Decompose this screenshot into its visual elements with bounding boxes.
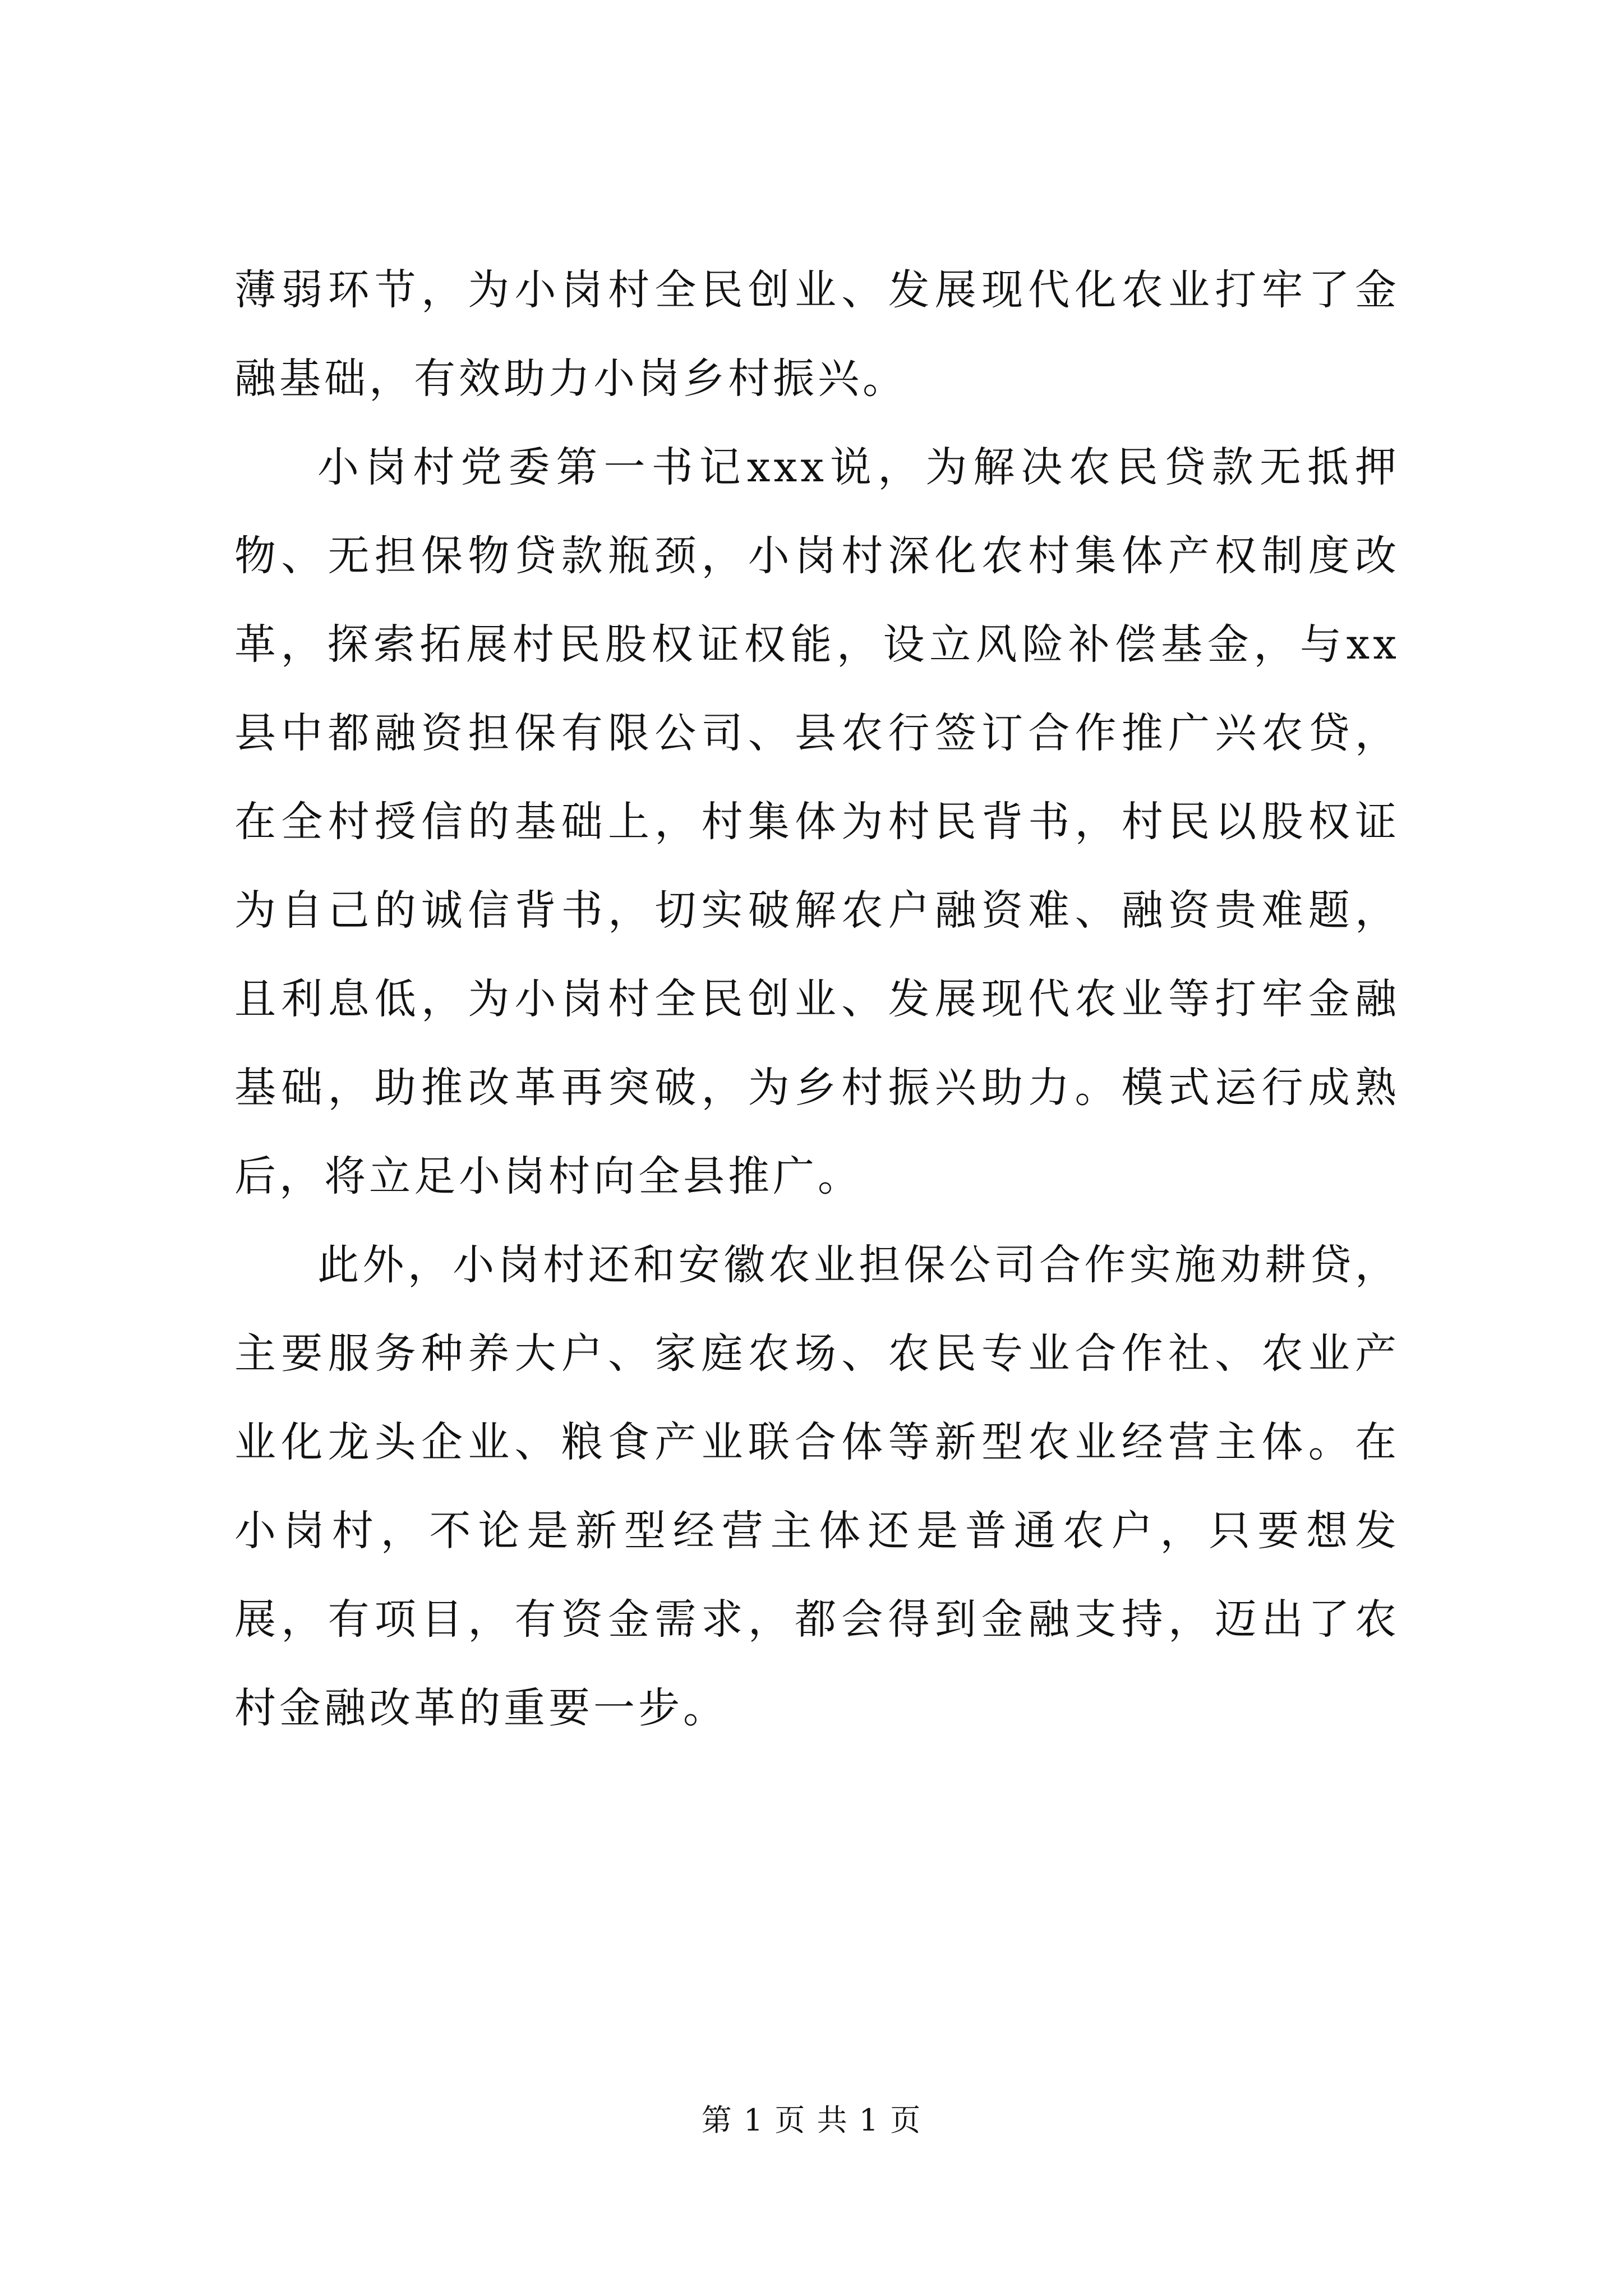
paragraph-additional-loans: 此外，小岗村还和安徽农业担保公司合作实施劝耕贷，主要服务种养大户、家庭农场、农民专业合作社、农业产业化龙头企业、粮食产业联合体等新型农业经营主体。在小岗村，不论是新型经营主体还是普通农户，只要想发展，有项目，有资金需求，都会得到金融支持，迈出了农村金融改革的重要一步。 [234,1241,1400,1732]
document-body [234,246,1400,1752]
page-footer: 第 1 页 共 1 页 [701,2102,922,2138]
paragraph-secretary-statement: 小岗村党委第一书记xxx说，为解决农民贷款无抵押物、无担保物贷款瓶颈，小岗村深化农村集体产权制度改革，探索拓展村民股权证权能，设立风险补偿基金，与xx县中都融资担保有限公司、县农行签订合作推广兴农贷，在全村授信的基础上，村集体为村民背书，村民以股权证为自己的诚信背书，切实破解农户融资难、融资贵难题，且利息低，为小岗村全民创业、发展现代农业等打牢金融基础，助推改革再突破，为乡村振兴助力。模式运行成熟后，将立足小岗村向全县推广。 [234,443,1400,1200]
paragraph-continuation: 薄弱环节，为小岗村全民创业、发展现代化农业打牢了金融基础，有效助力小岗乡村振兴。 [234,266,1400,403]
